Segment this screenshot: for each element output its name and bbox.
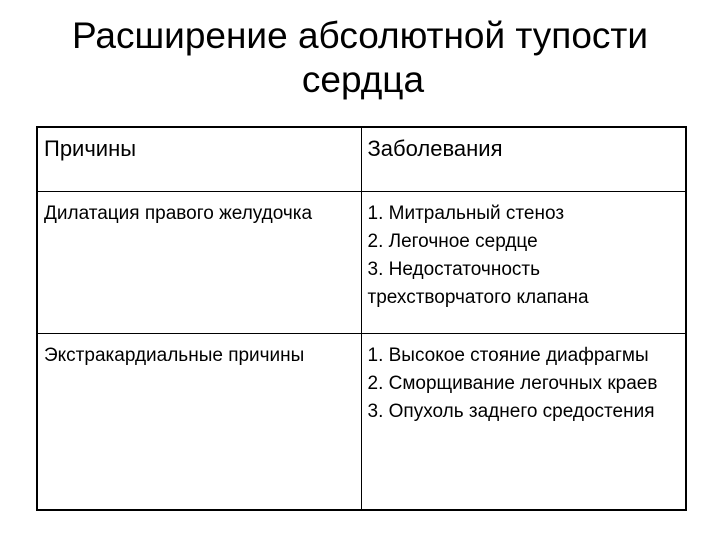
disease-item: 2. Легочное сердце (367, 230, 538, 252)
table-row (37, 191, 686, 333)
disease-item: 3. Недостаточность трехстворчатого клапана (367, 258, 589, 308)
header-causes: Причины (37, 127, 361, 191)
diseases-cell (361, 191, 686, 333)
table-row (37, 333, 686, 510)
title-line-2: сердца (301, 59, 425, 100)
disease-item: 1. Высокое стояние диафрагмы (367, 344, 649, 366)
table-header-row (37, 127, 686, 191)
title-line-1: Расширение абсолютной тупости (71, 15, 649, 56)
cause-cell: Экстракардиальные причины (37, 333, 361, 510)
causes-diseases-table (36, 126, 687, 511)
disease-item: 2. Сморщивание легочных краев (367, 372, 658, 394)
diseases-cell (361, 333, 686, 510)
disease-item: 1. Митральный стеноз (367, 202, 565, 224)
header-diseases: Заболевания (361, 127, 686, 191)
cause-cell: Дилатация правого желудочка (37, 191, 361, 333)
disease-item: 3. Опухоль заднего средостения (367, 400, 655, 422)
slide-title (0, 14, 720, 102)
